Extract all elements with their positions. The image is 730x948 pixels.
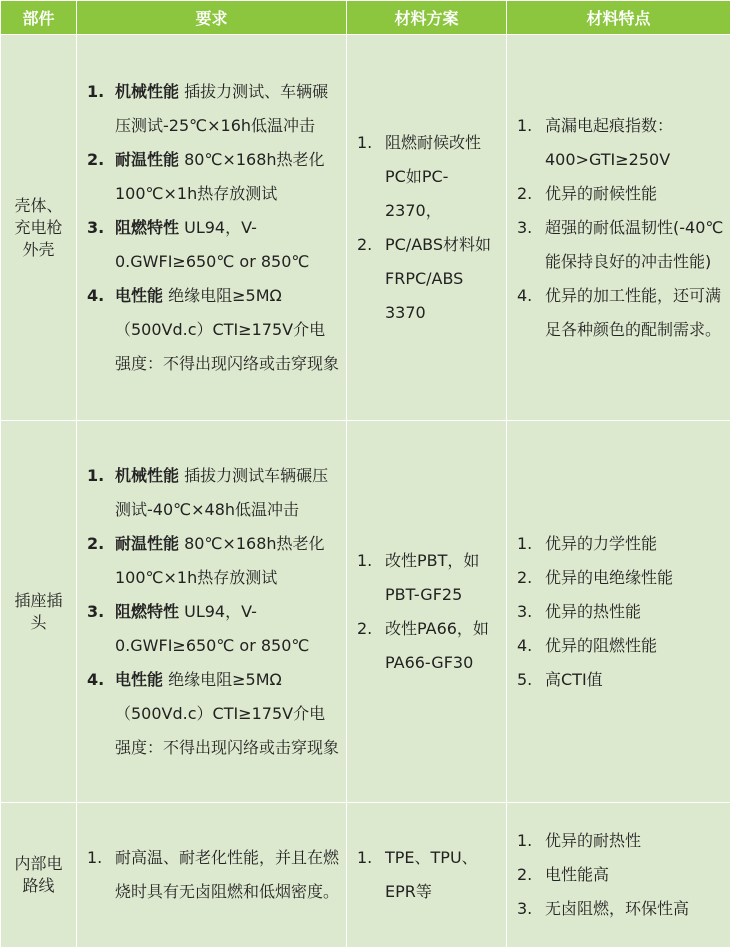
material-plan-cell bbox=[347, 35, 507, 421]
material-features-list bbox=[517, 527, 724, 697]
part-label-line: 充电枪 bbox=[5, 217, 72, 239]
header-row bbox=[1, 1, 730, 35]
item-number: 4. bbox=[517, 629, 532, 663]
material-text: 改性PA66，如PA66-GF30 bbox=[385, 619, 489, 672]
item-number: 2. bbox=[357, 612, 372, 646]
item-number: 1. bbox=[87, 841, 102, 875]
part-label-line: 外壳 bbox=[5, 239, 72, 261]
requirement-cell bbox=[77, 421, 347, 803]
item-number: 3. bbox=[87, 595, 104, 629]
material-item bbox=[357, 228, 500, 330]
feature-text: 超强的耐低温韧性(-40℃能保持良好的冲击性能) bbox=[545, 218, 723, 271]
material-item bbox=[357, 126, 500, 228]
item-number: 2. bbox=[357, 228, 372, 262]
requirement-item bbox=[87, 143, 340, 211]
item-number: 1. bbox=[87, 75, 104, 109]
requirement-item bbox=[87, 211, 340, 279]
item-number: 4. bbox=[87, 663, 104, 697]
requirement-key: 耐温性能 bbox=[115, 534, 179, 553]
requirement-item bbox=[87, 527, 340, 595]
material-features-list bbox=[517, 109, 724, 347]
feature-item bbox=[517, 824, 724, 858]
requirement-text: 80℃×168h热老化100℃×1h热存放测试 bbox=[115, 150, 325, 203]
item-number: 2. bbox=[87, 527, 104, 561]
requirement-cell bbox=[77, 803, 347, 948]
item-number: 3. bbox=[517, 892, 532, 926]
requirement-text: 80℃×168h热老化100℃×1h热存放测试 bbox=[115, 534, 325, 587]
material-plan-list bbox=[357, 841, 500, 909]
material-text: PC/ABS材料如FRPC/ABS 3370 bbox=[385, 235, 491, 322]
material-plan-cell bbox=[347, 803, 507, 948]
material-plan-list bbox=[357, 544, 500, 680]
requirement-item bbox=[87, 459, 340, 527]
part-label-line: 壳体、 bbox=[5, 195, 72, 217]
requirement-key: 电性能 bbox=[115, 670, 163, 689]
requirement-text: 绝缘电阻≥5MΩ（500Vd.c）CTI≥175V介电强度：不得出现闪络或击穿现象 bbox=[115, 286, 339, 373]
material-item bbox=[357, 544, 500, 612]
feature-text: 电性能高 bbox=[545, 865, 609, 884]
item-number: 3. bbox=[517, 211, 532, 245]
material-item bbox=[357, 612, 500, 680]
requirement-text: 插拔力测试车辆碾压测试-40℃×48h低温冲击 bbox=[115, 466, 328, 519]
feature-item bbox=[517, 892, 724, 926]
table-row bbox=[1, 421, 730, 803]
header-material-features: 材料特点 bbox=[507, 1, 730, 35]
item-number: 4. bbox=[87, 279, 104, 313]
part-label-line: 路线 bbox=[5, 875, 72, 897]
feature-text: 优异的加工性能，还可满足各种颜色的配制需求。 bbox=[545, 286, 721, 339]
feature-item bbox=[517, 109, 724, 177]
part-cell bbox=[1, 421, 77, 803]
item-number: 1. bbox=[87, 459, 104, 493]
feature-text: 优异的力学性能 bbox=[545, 534, 657, 553]
material-features-list bbox=[517, 824, 724, 926]
feature-text: 优异的热性能 bbox=[545, 602, 641, 621]
part-label-line: 插座插 bbox=[5, 590, 72, 612]
part-cell bbox=[1, 803, 77, 948]
material-features-cell bbox=[507, 421, 730, 803]
item-number: 3. bbox=[87, 211, 104, 245]
header-requirement: 要求 bbox=[77, 1, 347, 35]
requirement-key: 阻燃特性 bbox=[115, 602, 179, 621]
feature-item bbox=[517, 629, 724, 663]
requirement-cell bbox=[77, 35, 347, 421]
requirement-text: UL94，V-0.GWFI≥650℃ or 850℃ bbox=[115, 602, 309, 655]
item-number: 1. bbox=[517, 527, 532, 561]
feature-text: 优异的耐候性能 bbox=[545, 184, 657, 203]
requirement-list bbox=[87, 459, 340, 765]
feature-item bbox=[517, 663, 724, 697]
requirement-item bbox=[87, 663, 340, 765]
material-plan-list bbox=[357, 126, 500, 330]
requirement-item bbox=[87, 595, 340, 663]
item-number: 2. bbox=[87, 143, 104, 177]
part-label-line: 头 bbox=[5, 612, 72, 634]
material-item bbox=[357, 841, 500, 909]
feature-item bbox=[517, 858, 724, 892]
table-row bbox=[1, 803, 730, 948]
feature-text: 无卤阻燃，环保性高 bbox=[545, 899, 689, 918]
requirement-list bbox=[87, 841, 340, 909]
requirement-text: 插拔力测试、车辆碾压测试-25℃×16h低温冲击 bbox=[115, 82, 328, 135]
item-number: 4. bbox=[517, 279, 532, 313]
requirement-item bbox=[87, 75, 340, 143]
item-number: 3. bbox=[517, 595, 532, 629]
part-label-line: 内部电 bbox=[5, 853, 72, 875]
feature-text: 高漏电起痕指数：400>GTI≥250V bbox=[545, 116, 673, 169]
part-cell bbox=[1, 35, 77, 421]
feature-item bbox=[517, 279, 724, 347]
requirement-key: 机械性能 bbox=[115, 466, 179, 485]
material-features-cell bbox=[507, 35, 730, 421]
requirement-item bbox=[87, 279, 340, 381]
item-number: 2. bbox=[517, 561, 532, 595]
material-text: TPE、TPU、EPR等 bbox=[385, 848, 478, 901]
feature-item bbox=[517, 595, 724, 629]
requirement-text: 耐高温、耐老化性能，并且在燃烧时具有无卤阻燃和低烟密度。 bbox=[115, 848, 339, 901]
feature-item bbox=[517, 527, 724, 561]
feature-text: 优异的电绝缘性能 bbox=[545, 568, 673, 587]
requirement-key: 阻燃特性 bbox=[115, 218, 179, 237]
requirement-text: UL94，V-0.GWFI≥650℃ or 850℃ bbox=[115, 218, 309, 271]
feature-item bbox=[517, 211, 724, 279]
item-number: 5. bbox=[517, 663, 532, 697]
header-part: 部件 bbox=[1, 1, 77, 35]
feature-text: 优异的耐热性 bbox=[545, 831, 641, 850]
item-number: 1. bbox=[357, 126, 372, 160]
item-number: 2. bbox=[517, 177, 532, 211]
item-number: 1. bbox=[517, 824, 532, 858]
feature-item bbox=[517, 561, 724, 595]
material-text: 阻燃耐候改性PC如PC-2370， bbox=[385, 133, 481, 220]
table-row bbox=[1, 35, 730, 421]
header-material-plan: 材料方案 bbox=[347, 1, 507, 35]
feature-text: 优异的阻燃性能 bbox=[545, 636, 657, 655]
item-number: 2. bbox=[517, 858, 532, 892]
item-number: 1. bbox=[357, 841, 372, 875]
material-features-cell bbox=[507, 803, 730, 948]
item-number: 1. bbox=[357, 544, 372, 578]
feature-text: 高CTI值 bbox=[545, 670, 603, 689]
item-number: 1. bbox=[517, 109, 532, 143]
requirement-key: 耐温性能 bbox=[115, 150, 179, 169]
requirement-list bbox=[87, 75, 340, 381]
material-plan-cell bbox=[347, 421, 507, 803]
feature-item bbox=[517, 177, 724, 211]
requirement-key: 机械性能 bbox=[115, 82, 179, 101]
requirement-text: 绝缘电阻≥5MΩ（500Vd.c）CTI≥175V介电强度：不得出现闪络或击穿现象 bbox=[115, 670, 339, 757]
requirement-key: 电性能 bbox=[115, 286, 163, 305]
requirement-item bbox=[87, 841, 340, 909]
material-text: 改性PBT，如PBT-GF25 bbox=[385, 551, 479, 604]
